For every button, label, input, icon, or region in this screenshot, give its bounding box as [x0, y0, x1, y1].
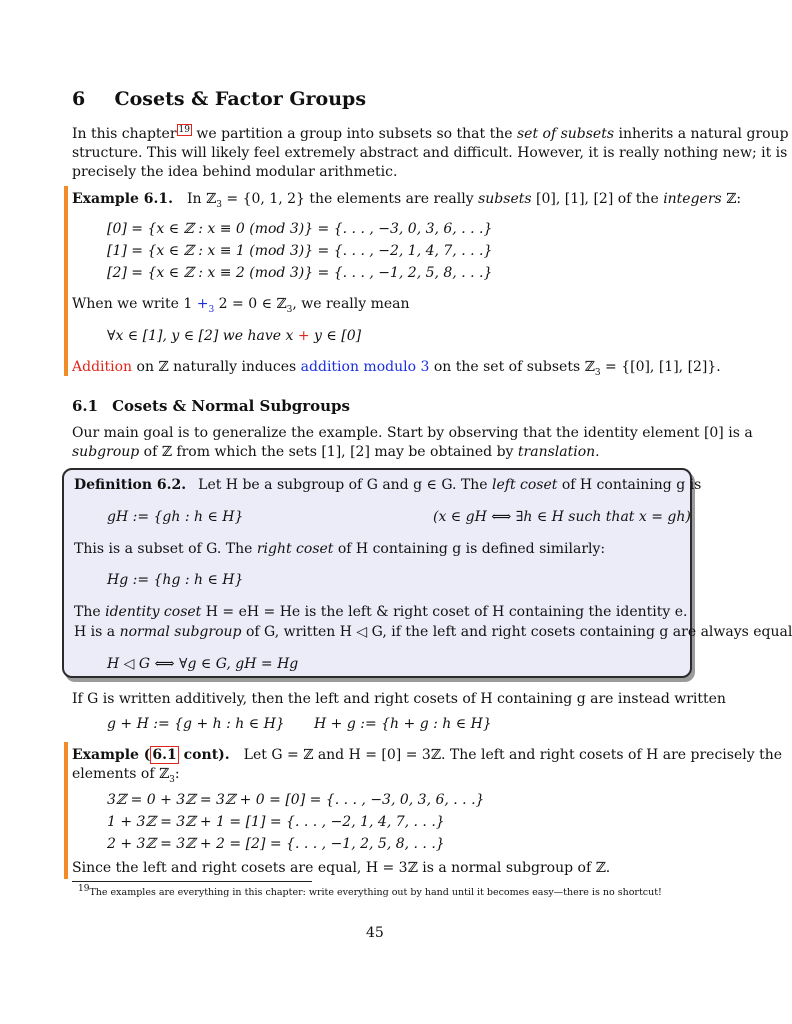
emph: normal subgroup: [119, 624, 242, 640]
intro-text: we partition a group into subsets so that the: [191, 126, 517, 142]
definition-text: H = eH = He is the left & right coset of H containing the identity e.: [201, 604, 688, 620]
forall-statement: [107, 327, 361, 346]
section-paragraph-line-2: [72, 443, 600, 462]
red-plus: +: [297, 328, 310, 344]
addition-red: Addition: [72, 359, 133, 375]
subscript: 3: [208, 304, 215, 315]
equation-class-2: [2] = {x ∈ ℤ : x ≡ 2 (mod 3)} = {. . . , −1, 2, 5, 8, . . .}: [107, 265, 493, 281]
definition-line-2: [74, 540, 605, 559]
math-text: ∀x ∈ [1], y ∈ [2] we have x: [107, 328, 298, 344]
example-text: = {[0], [1], [2]}.: [600, 359, 721, 375]
identity-coset-line: [74, 603, 687, 622]
equation-class-1: [1] = {x ∈ ℤ : x ≡ 1 (mod 3)} = {. . . , −2, 1, 4, 7, . . .}: [107, 243, 493, 259]
plus-sign: +: [196, 296, 209, 312]
left-coset-note: (x ∈ gH ⟺ ∃h ∈ H such that x = gh): [433, 509, 691, 525]
example-cont-text: Let G = ℤ and H = [0] = 3ℤ. The left and right cosets of H are precisely the: [243, 747, 783, 763]
section-text: of ℤ from which the sets [1], [2] may be obtained by: [139, 444, 518, 460]
section-heading: [72, 397, 350, 415]
section-title: Cosets & Normal Subgroups: [112, 397, 350, 415]
right-coset-equation: Hg := {hg : h ∈ H}: [107, 572, 244, 588]
page-number: 45: [366, 925, 384, 941]
subscript: 3: [169, 774, 175, 785]
left-coset-equation: gH := {gh : h ∈ H}: [107, 509, 244, 525]
example-text: on the set of subsets ℤ: [429, 359, 595, 375]
definition-text: This is a subset of G. The: [74, 541, 257, 557]
example-cont-text: :: [174, 766, 180, 782]
definition-text: of H containing g is defined similarly:: [333, 541, 606, 557]
example-label: Example 6.1.: [72, 191, 174, 207]
intro-text: In this chapter: [72, 126, 177, 142]
coset-equation-0: 3ℤ = 0 + 3ℤ = 3ℤ + 0 = [0] = {. . . , −3, 0, 3, 6, . . .}: [107, 792, 485, 808]
when-we-write-line: [72, 295, 410, 314]
chapter-heading: [72, 88, 366, 110]
additive-left-coset: g + H := {g + h : h ∈ H}: [107, 716, 285, 732]
emph: right coset: [256, 541, 334, 557]
example-cont-line-1: [72, 746, 782, 765]
subscript: 3: [286, 304, 293, 315]
example-cont-line-2: [72, 765, 180, 784]
emph: identity coset: [105, 604, 202, 620]
intro-line-3: precisely the idea behind modular arithmetic.: [72, 164, 398, 180]
footnote-rule: [72, 881, 312, 882]
definition-text: of G, written H ◁ G, if the left and right cosets containing g are always equal: [241, 624, 792, 640]
footnote-ref-19[interactable]: 19: [178, 125, 190, 136]
example-emph: integers: [663, 191, 722, 207]
subscript: 3: [594, 367, 601, 378]
example-text: , we really mean: [292, 296, 410, 312]
coset-equation-1: 1 + 3ℤ = 3ℤ + 1 = [1] = {. . . , −2, 1, 4, 7, . . .}: [107, 814, 445, 830]
normal-subgroup-equation: H ◁ G ⟺ ∀g ∈ G, gH = Hg: [107, 656, 299, 672]
example-text: ℤ:: [721, 191, 742, 207]
additive-line: If G is written additively, then the left and right cosets of H containing g are instead written: [72, 691, 726, 707]
plus-mod-3: [196, 296, 215, 315]
example-accent-bar: [64, 186, 68, 376]
addition-induces-line: [72, 358, 721, 377]
normal-subgroup-line: [74, 623, 792, 642]
example-cont-label: [72, 746, 230, 764]
equation-class-0: [0] = {x ∈ ℤ : x ≡ 0 (mod 3)} = {. . . , −3, 0, 3, 6, . . .}: [107, 221, 493, 237]
example-text: [0], [1], [2] of the: [531, 191, 664, 207]
label-text: Example (: [72, 747, 151, 763]
section-paragraph-line-1: Our main goal is to generalize the example. Start by observing that the identity element [0] is a: [72, 425, 753, 441]
intro-text: inherits a natural group: [614, 126, 789, 142]
label-text: cont).: [178, 747, 230, 763]
example-text: When we write 1: [72, 296, 197, 312]
subscript: 3: [216, 199, 222, 210]
example-cont-text: elements of ℤ: [72, 766, 170, 782]
chapter-number: 6: [72, 88, 86, 110]
intro-line-2: structure. This will likely feel extremely abstract and difficult. However, it is really nothing new; it is: [72, 145, 788, 161]
definition-line-1: [74, 476, 701, 495]
example-text: = {0, 1, 2} the elements are really: [221, 191, 479, 207]
addition-mod-3-blue: addition modulo 3: [300, 359, 430, 375]
section-number: 6.1: [72, 397, 99, 415]
example-ref-link[interactable]: 6.1: [152, 747, 177, 763]
chapter-title: Cosets & Factor Groups: [114, 88, 367, 110]
coset-equation-2: 2 + 3ℤ = 3ℤ + 2 = [2] = {. . . , −1, 2, 5, 8, . . .}: [107, 836, 445, 852]
example-text: 2 = 0 ∈ ℤ: [214, 296, 287, 312]
example-emph: subsets: [478, 191, 532, 207]
intro-emph: set of subsets: [516, 126, 615, 142]
example-cont-accent-bar: [64, 742, 68, 879]
example-text: on ℤ naturally induces: [132, 359, 301, 375]
math-text: y ∈ [0]: [309, 328, 362, 344]
example-text: In ℤ: [187, 191, 217, 207]
additive-right-coset: H + g := {h + g : h ∈ H}: [314, 716, 492, 732]
definition-text: The: [74, 604, 106, 620]
footnote: [78, 883, 662, 899]
definition-label: Definition 6.2.: [74, 477, 187, 493]
emph: subgroup: [72, 444, 140, 460]
footnote-text: The examples are everything in this chapter: write everything out by hand until it becomes easy—there is no shortcut!: [89, 887, 662, 898]
emph: translation.: [517, 444, 600, 460]
intro-line-1: [72, 125, 789, 144]
example-6-1-heading: [72, 190, 741, 209]
example-cont-conclusion: Since the left and right cosets are equal, H = 3ℤ is a normal subgroup of ℤ.: [72, 860, 611, 876]
definition-text: of H containing g is: [557, 477, 702, 493]
definition-text: H is a: [74, 624, 120, 640]
emph: left coset: [492, 477, 558, 493]
footnote-mark: 19: [78, 883, 90, 894]
definition-text: Let H be a subgroup of G and g ∈ G. The: [198, 477, 492, 493]
